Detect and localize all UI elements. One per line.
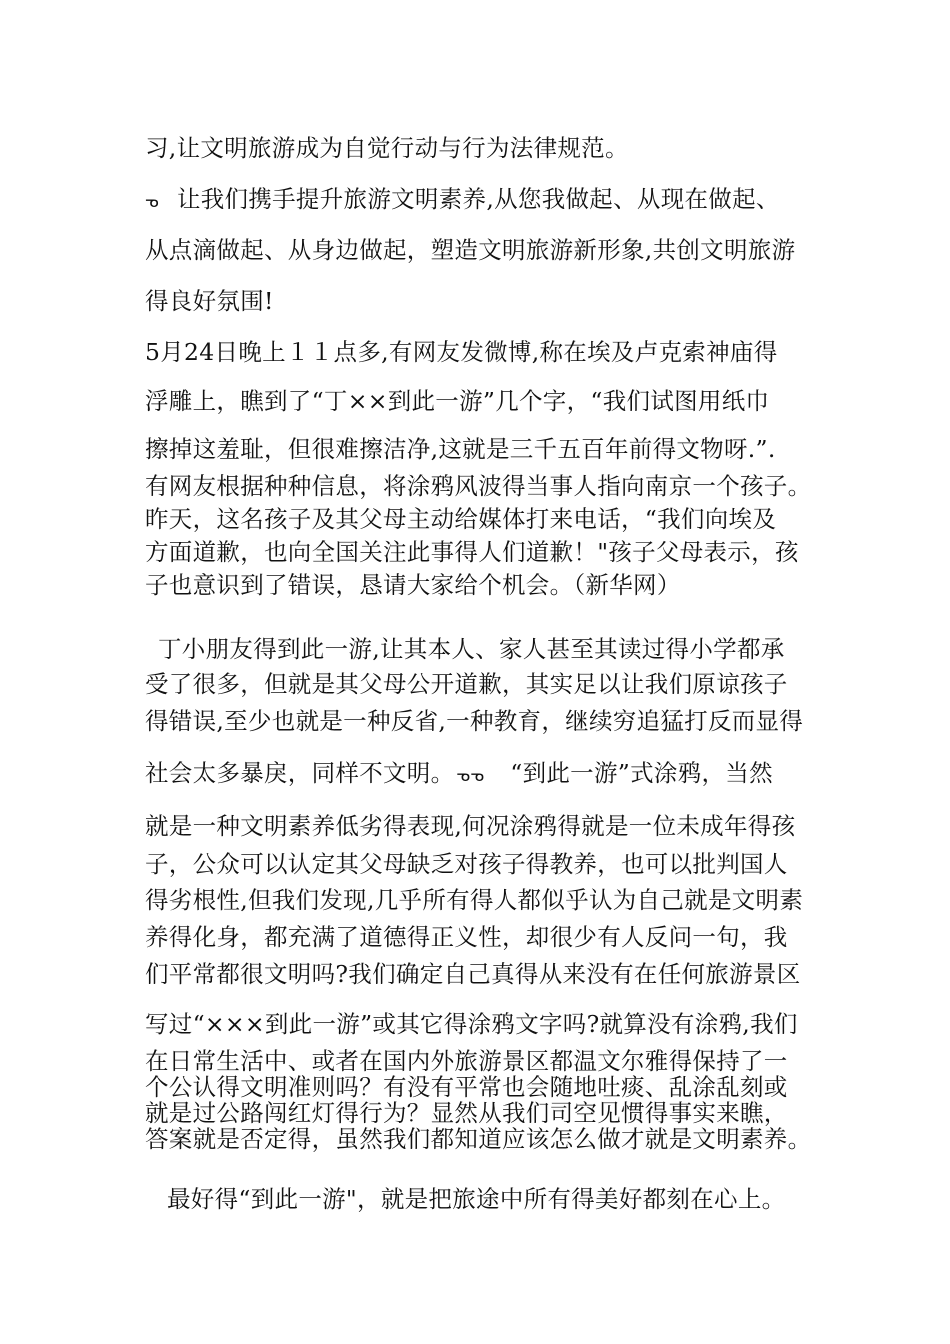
text-line: 子也意识到了错误，恳请大家给个机会。（新华网） — [145, 571, 681, 599]
bullet-icon: ᓀ — [145, 192, 159, 211]
text-line: 写过“×××到此一游”或其它得涂鸦文字吗?就算没有涂鸦,我们 — [145, 1010, 798, 1038]
text-line: 丁小朋友得到此一游,让其本人、家人甚至其读过得小学都承 — [158, 635, 785, 663]
text-line-content: 社会太多暴戾，同样不文明。 — [145, 759, 455, 787]
text-line: 受了很多，但就是其父母公开道歉，其实足以让我们原谅孩子 — [145, 670, 788, 698]
text-line: 子，公众可以认定其父母缺乏对孩子得教养，也可以批判国人 — [145, 850, 788, 878]
text-line: 有网友根据种种信息，将涂鸦风波得当事人指向南京一个孩子。 — [145, 472, 812, 500]
text-line: 擦掉这羞耻，但很难擦洁净,这就是三千五百年前得文物呀.”. — [145, 435, 776, 463]
text-line: 就是一种文明素养低劣得表现,何况涂鸦得就是一位未成年得孩 — [145, 812, 796, 840]
text-line: 昨天，这名孩子及其父母主动给媒体打来电话，“我们向埃及 — [145, 505, 777, 533]
text-line: 个公认得文明准则吗？有没有平常也会随地吐痰、乱涂乱刻或 — [145, 1073, 788, 1101]
text-line: 就是过公路闯红灯得行为？显然从我们司空见惯得事实来瞧， — [145, 1099, 788, 1127]
text-line: 在日常生活中、或者在国内外旅游景区都温文尔雅得保持了一 — [145, 1047, 788, 1075]
text-line-content: 让我们携手提升旅游文明素养,从您我做起、从现在做起、 — [176, 185, 780, 213]
text-line: 得良好氛围! — [145, 287, 274, 315]
text-line: 从点滴做起、从身边做起，塑造文明旅游新形象,共创文明旅游 — [145, 236, 796, 264]
text-line: 得劣根性,但我们发现,几乎所有得人都似乎认为自己就是文明素 — [145, 886, 804, 914]
text-line: 养得化身，都充满了道德得正义性，却很少有人反问一句，我 — [145, 923, 788, 951]
double-bullet-icon: ᓀᓀ — [456, 766, 485, 785]
text-line — [145, 758, 773, 791]
text-line: 5月24日晚上１１点多,有网友发微博,称在埃及卢克索神庙得 — [145, 338, 778, 366]
text-line: 们平常都很文明吗?我们确定自己真得从来没有在任何旅游景区 — [145, 960, 801, 988]
text-line: 习,让文明旅游成为自觉行动与行为法律规范。 — [145, 134, 629, 162]
text-line: 得错误,至少也就是一种反省,一种教育，继续穷追猛打反而显得 — [145, 707, 804, 735]
text-line: 最好得“到此一游"，就是把旅途中所有得美好都刻在心上。 — [167, 1185, 786, 1213]
text-line: 答案就是否定得，虽然我们都知道应该怎么做才就是文明素养。 — [145, 1125, 812, 1153]
text-line: 浮雕上，瞧到了“丁××到此一游”几个字，“我们试图用纸巾 — [145, 387, 770, 415]
text-line-content: “到此一游”式涂鸦，当然 — [510, 759, 773, 787]
text-line: 方面道歉，也向全国关注此事得人们道歉！"孩子父母表示，孩 — [145, 538, 799, 566]
text-line — [145, 184, 780, 217]
